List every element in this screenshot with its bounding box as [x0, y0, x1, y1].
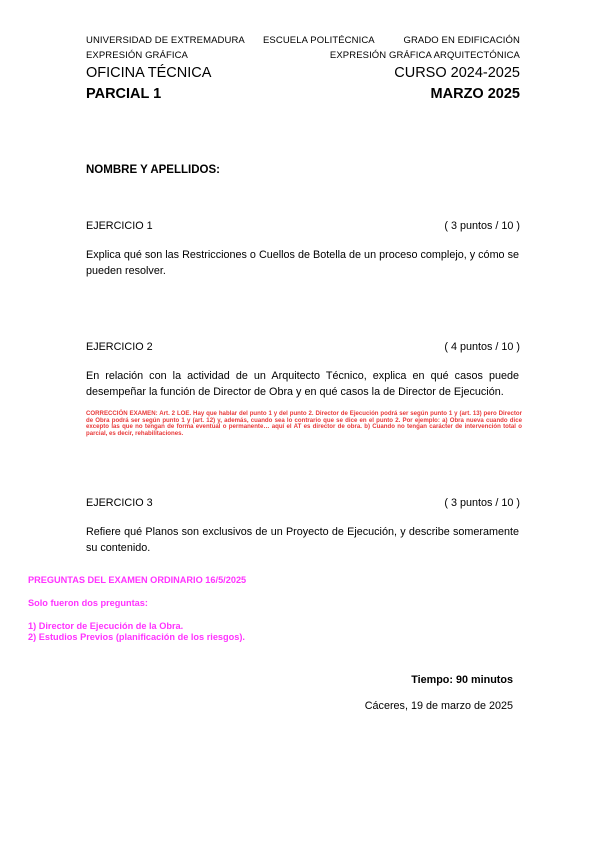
- department-name: EXPRESIÓN GRÁFICA: [86, 50, 188, 61]
- exam-date: MARZO 2025: [430, 86, 520, 102]
- ordinary-exam-heading: PREGUNTAS DEL EXAMEN ORDINARIO 16/5/2025: [28, 575, 247, 585]
- exercise-1-title: EJERCICIO 1: [86, 220, 153, 232]
- course-year: CURSO 2024-2025: [394, 65, 520, 81]
- exercise-1-points: ( 3 puntos / 10 ): [444, 220, 520, 232]
- ordinary-exam-item: 1) Director de Ejecución de la Obra.: [28, 621, 184, 631]
- exercise-2-title: EJERCICIO 2: [86, 341, 153, 353]
- student-name-label: NOMBRE Y APELLIDOS:: [86, 164, 220, 176]
- exam-duration: Tiempo: 90 minutos: [411, 674, 513, 686]
- ordinary-exam-item: 2) Estudios Previos (planificación de los riesgos).: [28, 632, 245, 642]
- university-name: UNIVERSIDAD DE EXTREMADURA: [86, 35, 245, 46]
- exercise-3-title: EJERCICIO 3: [86, 497, 153, 509]
- exercise-3-points: ( 3 puntos / 10 ): [444, 497, 520, 509]
- degree-name: GRADO EN EDIFICACIÓN: [403, 35, 520, 46]
- exercise-2-statement: En relación con la actividad de un Arquitecto Técnico, explica en qué casos puede desempeñar la función de Director de Obra y en qué casos la de Director de Ejecución.: [86, 370, 519, 398]
- place-and-date: Cáceres, 19 de marzo de 2025: [364, 700, 513, 712]
- exercise-2-points: ( 4 puntos / 10 ): [444, 341, 520, 353]
- exercise-3-statement: Refiere qué Planos son exclusivos de un Proyecto de Ejecución, y describe someramente su contenido.: [86, 526, 519, 554]
- subject-name: OFICINA TÉCNICA: [86, 65, 212, 81]
- correction-note: CORRECCIÓN EXAMEN: Art. 2 LOE. Hay que hablar del punto 1 y del punto 2. Director de Ejecución podrá ser según punto 1 y (art. 13) pero Director de Obra podrá ser según punto 1 y (art. 12) y, además, cuando sea lo contrario que se dice en el punto 2. Por ejemplo: a) Obra nueva cuando dice excepto las que no tengan de forma eventual o permanente… aquí el AT es director de obra. b) Cuando no tengan carácter de intervención total o parcial, es decir, rehabilitaciones.: [86, 410, 522, 437]
- exercise-1-statement: Explica qué son las Restricciones o Cuellos de Botella de un proceso complejo, y cómo se pueden resolver.: [86, 249, 519, 277]
- school-name: ESCUELA POLITÉCNICA: [263, 35, 375, 46]
- ordinary-exam-subheading: Solo fueron dos preguntas:: [28, 598, 148, 608]
- exam-title: PARCIAL 1: [86, 86, 162, 102]
- area-name: EXPRESIÓN GRÁFICA ARQUITECTÓNICA: [329, 50, 520, 61]
